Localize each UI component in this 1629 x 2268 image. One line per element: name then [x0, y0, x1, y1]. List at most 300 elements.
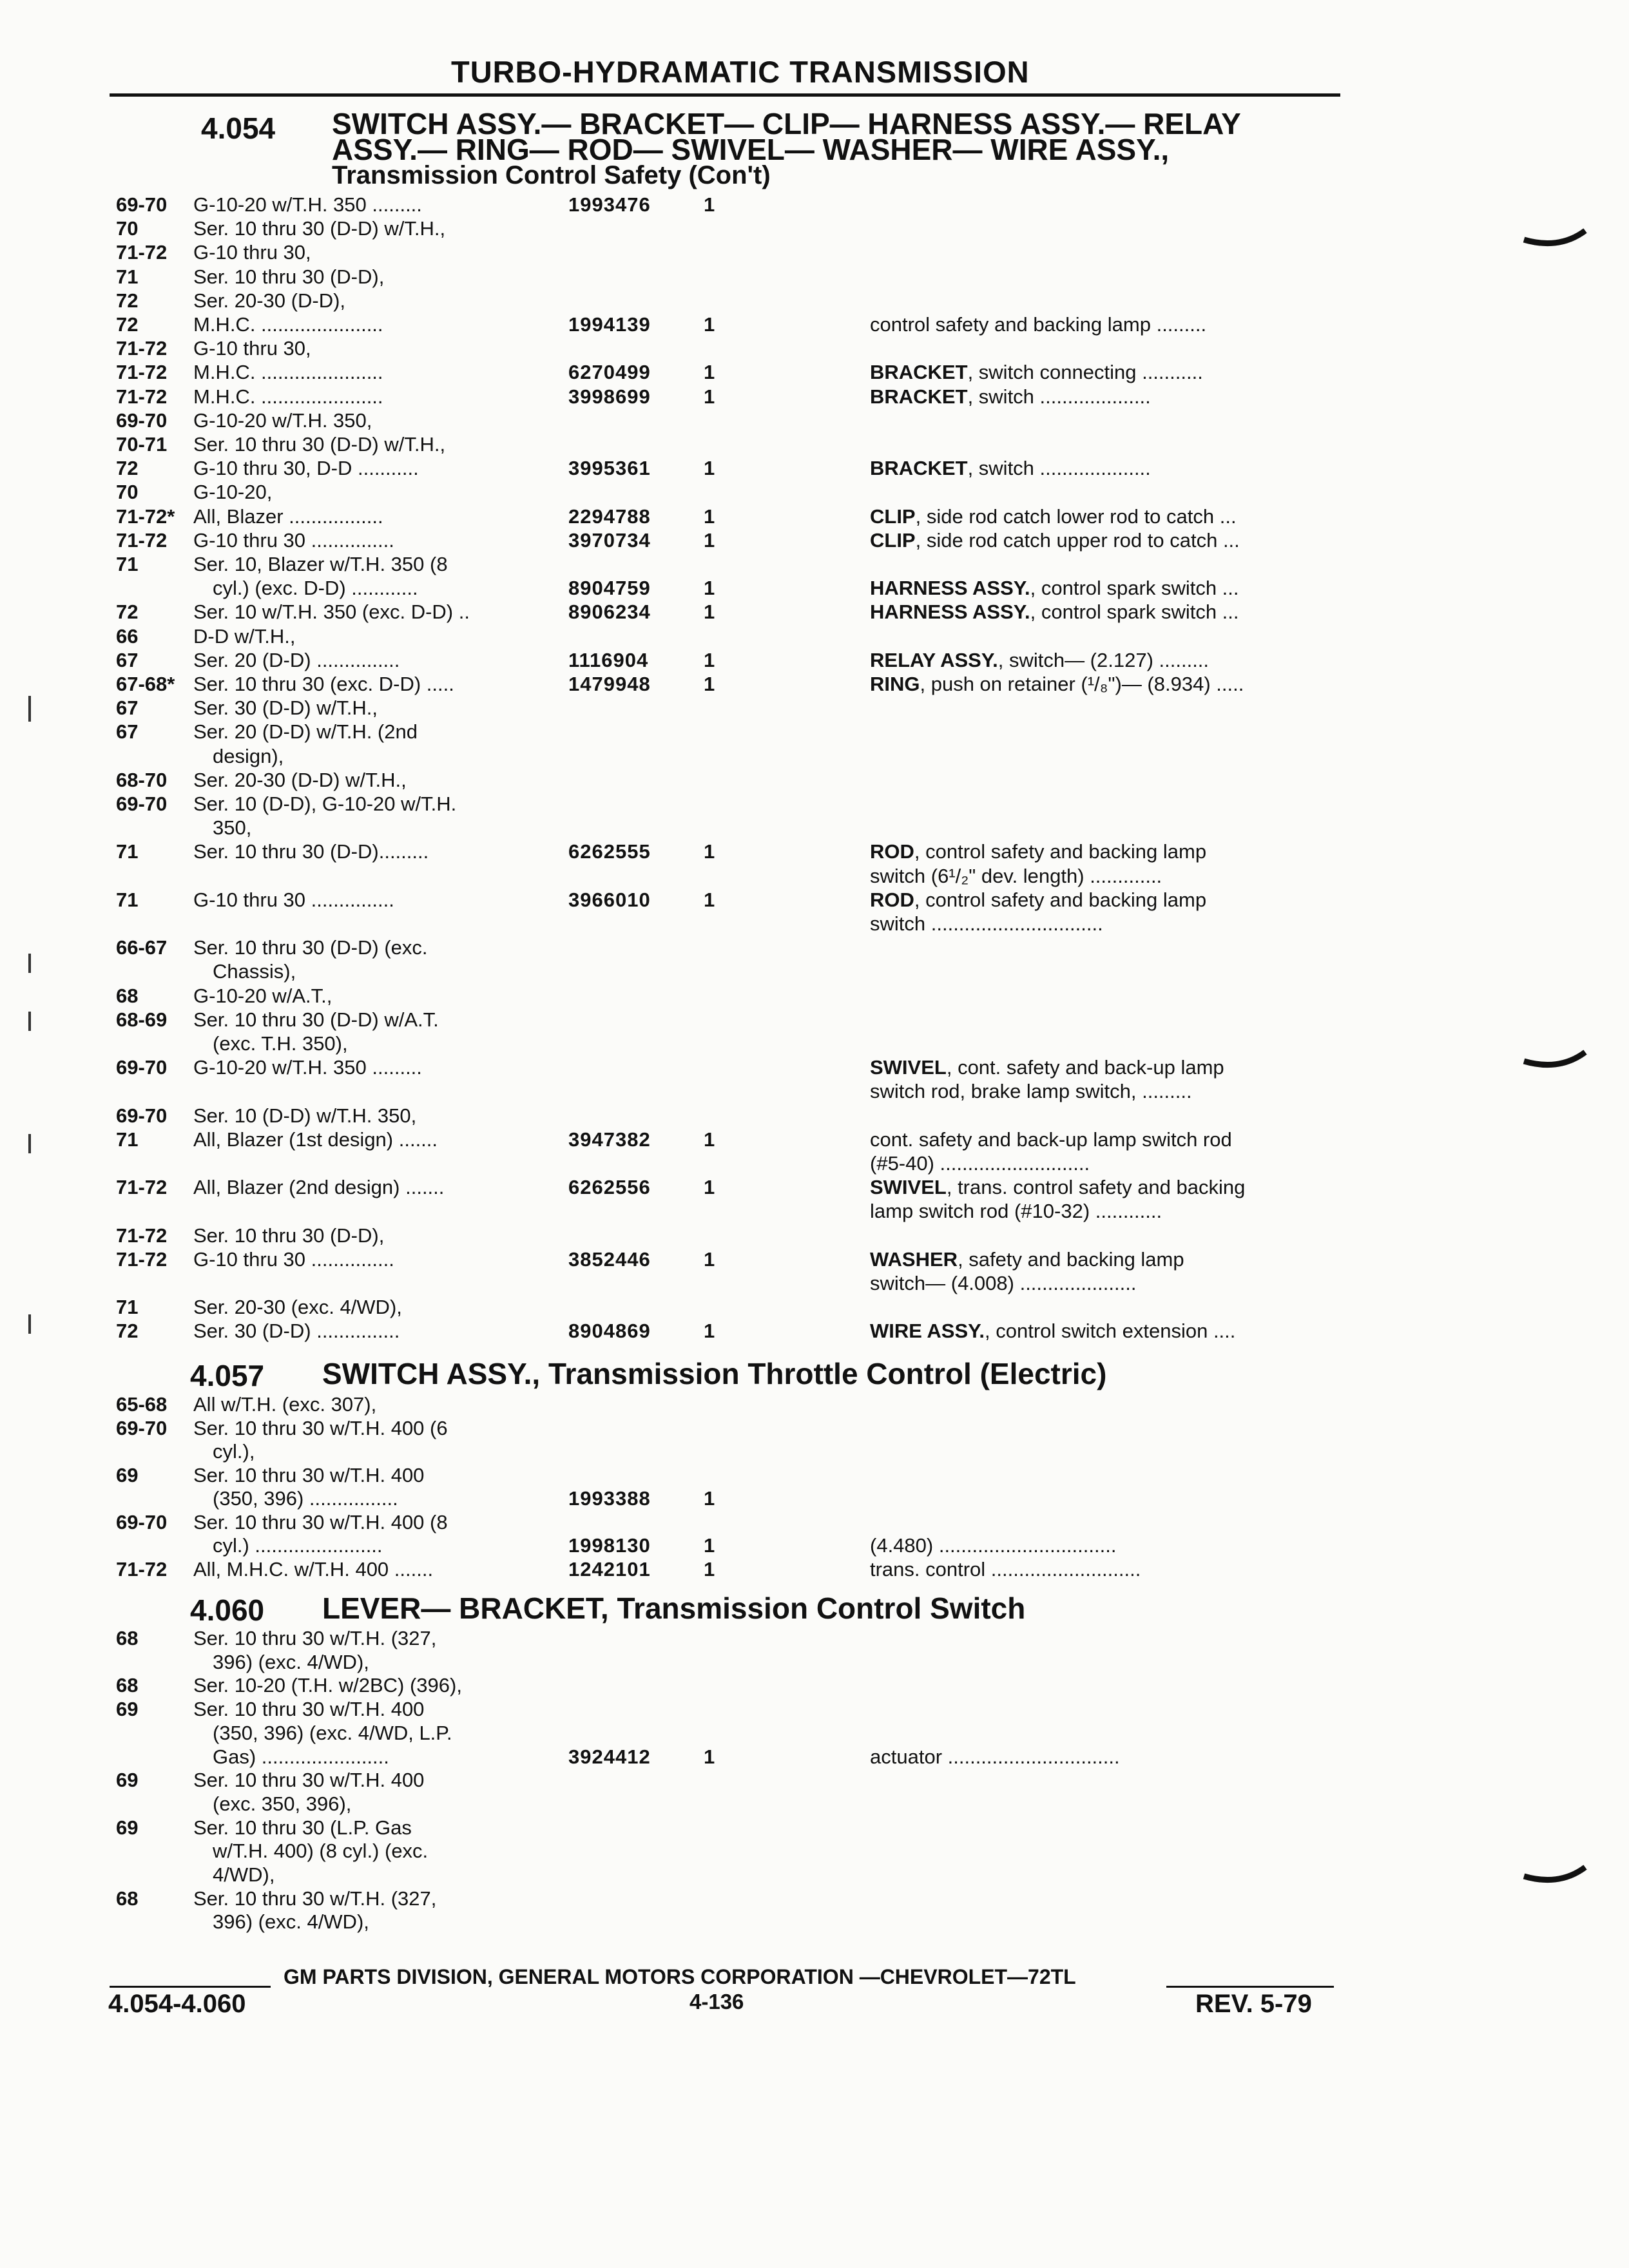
- model-year: 67-68*: [116, 673, 175, 695]
- description: [870, 840, 1206, 863]
- model-year: 67: [116, 720, 139, 744]
- part-number: 3995361: [568, 457, 651, 480]
- application-continued: design),: [213, 744, 284, 767]
- table-row: [0, 936, 1629, 959]
- model-year: 69-70: [116, 1416, 168, 1439]
- part-number: 2294788: [568, 505, 651, 528]
- table-row: [0, 1910, 1629, 1934]
- application: G-10-20 w/T.H. 350 .........: [193, 1056, 422, 1079]
- application: Ser. 10 w/T.H. 350 (exc. D-D) ..: [193, 601, 470, 624]
- application: Ser. 10 (D-D) w/T.H. 350,: [193, 1104, 417, 1127]
- description: [870, 1128, 1232, 1151]
- application: Ser. 10 thru 30 (D-D) (exc.: [193, 936, 428, 959]
- description-text: switch ...............................: [870, 912, 1103, 935]
- model-year: 69-70: [116, 1510, 168, 1533]
- model-year: 71: [116, 888, 139, 911]
- table-row: [0, 1769, 1629, 1792]
- application: All w/T.H. (exc. 307),: [193, 1393, 377, 1416]
- model-year: 69: [116, 1463, 139, 1486]
- quantity: 1: [704, 840, 715, 863]
- description-text: lamp switch rod (#10-32) ............: [870, 1200, 1162, 1223]
- description: [870, 601, 1239, 624]
- description: [870, 457, 1151, 480]
- margin-mark: [28, 696, 31, 722]
- application: All, Blazer (1st design) .......: [193, 1128, 438, 1151]
- application: Ser. 30 (D-D) ...............: [193, 1320, 400, 1343]
- table-row: [0, 625, 1629, 648]
- description-part-name: CLIP: [870, 528, 916, 552]
- table-row: [0, 1248, 1629, 1271]
- model-year: 71-72: [116, 361, 168, 384]
- model-year: 70: [116, 217, 139, 240]
- description: [870, 673, 1244, 696]
- quantity: 1: [704, 1534, 715, 1557]
- description-text: , side rod catch lower rod to catch ...: [915, 505, 1237, 528]
- part-number: 3970734: [568, 528, 651, 552]
- table-row: [0, 1272, 1629, 1295]
- description-part-name: CLIP: [870, 505, 916, 528]
- table-row: [0, 385, 1629, 408]
- description-text: control safety and backing lamp .........: [870, 313, 1207, 336]
- description: [870, 1080, 1192, 1103]
- punch-hole-mark: [1521, 1856, 1592, 1894]
- part-number: 3966010: [568, 888, 651, 911]
- application-continued: (exc. 350, 396),: [213, 1792, 352, 1815]
- description: [870, 1558, 1141, 1581]
- table-row: [0, 481, 1629, 504]
- application: Ser. 10 thru 30 (D-D).........: [193, 840, 429, 863]
- table-row: [0, 1674, 1629, 1697]
- application: D-D w/T.H.,: [193, 624, 296, 648]
- part-number: 1116904: [568, 648, 649, 671]
- model-year: 71-72: [116, 528, 168, 552]
- table-row: [0, 889, 1629, 912]
- part-number: 8904759: [568, 577, 651, 600]
- footer-rule-left: [110, 1986, 271, 1988]
- application: G-10-20 w/T.H. 350,: [193, 408, 372, 432]
- table-row: [0, 720, 1629, 744]
- model-year: 69: [116, 1698, 139, 1721]
- model-year: 69-70: [116, 193, 168, 216]
- application-continued: (exc. T.H. 350),: [213, 1032, 348, 1055]
- quantity: 1: [704, 528, 715, 552]
- application: Ser. 10 thru 30 (L.P. Gas: [193, 1816, 412, 1839]
- description-part-name: WASHER: [870, 1247, 958, 1271]
- quantity: 1: [704, 888, 715, 911]
- table-row: [0, 1840, 1629, 1863]
- table-row: [0, 265, 1629, 289]
- model-year: 69-70: [116, 1056, 168, 1079]
- section-title-line: Transmission Control Safety (Con't): [332, 161, 771, 189]
- table-row: [0, 1032, 1629, 1055]
- application: Ser. 30 (D-D) w/T.H.,: [193, 697, 378, 720]
- table-row: [0, 673, 1629, 696]
- model-year: 68-69: [116, 1008, 168, 1031]
- description-text: , switch ....................: [967, 457, 1151, 480]
- model-year: 72: [116, 457, 139, 480]
- model-year: 69-70: [116, 793, 168, 815]
- margin-mark: [28, 1314, 31, 1334]
- table-row: [0, 985, 1629, 1008]
- table-row: [0, 457, 1629, 480]
- description-part-name: HARNESS ASSY.: [870, 577, 1030, 600]
- application-continued: 396) (exc. 4/WD),: [213, 1910, 369, 1934]
- application: Ser. 20-30 (D-D),: [193, 289, 346, 312]
- model-year: 71-72*: [116, 505, 175, 528]
- description: [870, 1056, 1224, 1079]
- description: [870, 1320, 1235, 1343]
- description: [870, 1152, 1090, 1175]
- model-year: 71: [116, 553, 139, 575]
- description: [870, 529, 1240, 552]
- description-text: cont. safety and back-up lamp switch rod: [870, 1128, 1232, 1151]
- table-row: [0, 1296, 1629, 1319]
- application: Ser. 10 thru 30 (D-D) w/T.H.,: [193, 433, 446, 456]
- header-rule: [110, 93, 1340, 97]
- part-number: 6270499: [568, 361, 651, 384]
- description-text: switch rod, brake lamp switch, .........: [870, 1080, 1192, 1103]
- description-text: switch (6¹/₂" dev. length) .............: [870, 864, 1162, 887]
- description: [870, 912, 1103, 936]
- quantity: 1: [704, 1128, 715, 1151]
- model-year: 67: [116, 697, 139, 720]
- description: [870, 577, 1239, 600]
- table-row: [0, 1887, 1629, 1910]
- punch-hole-mark: [1521, 1041, 1592, 1079]
- application: G-10-20 w/T.H. 350 .........: [193, 193, 422, 216]
- application-continued: cyl.) .......................: [213, 1534, 383, 1557]
- description-text: , trans. control safety and backing: [946, 1176, 1246, 1199]
- model-year: 68: [116, 1674, 139, 1697]
- page-header-title: TURBO-HYDRAMATIC TRANSMISSION: [451, 55, 1030, 89]
- quantity: 1: [704, 1176, 715, 1199]
- application: M.H.C. ......................: [193, 361, 383, 384]
- section-title: SWITCH ASSY., Transmission Throttle Control (Electric): [322, 1357, 1107, 1390]
- model-year: 71-72: [116, 385, 168, 408]
- model-year: 69: [116, 1816, 139, 1839]
- model-year: 71: [116, 840, 139, 863]
- description-part-name: ROD: [870, 840, 914, 863]
- section-title: LEVER— BRACKET, Transmission Control Switch: [322, 1591, 1026, 1625]
- description-text: , control switch extension ....: [985, 1320, 1236, 1343]
- section-number: 4.054: [201, 111, 276, 145]
- model-year: 66: [116, 624, 139, 648]
- table-row: [0, 1816, 1629, 1840]
- table-row: [0, 912, 1629, 936]
- table-row: [0, 601, 1629, 624]
- description-part-name: SWIVEL: [870, 1176, 947, 1199]
- margin-mark: [28, 1012, 31, 1031]
- description-text: , control safety and backing lamp: [914, 840, 1207, 863]
- description-text: , switch connecting ...........: [967, 361, 1203, 384]
- description: [870, 1176, 1245, 1199]
- part-number: 6262556: [568, 1176, 651, 1199]
- application: Ser. 10 thru 30 w/T.H. 400 (8: [193, 1510, 448, 1533]
- model-year: 71-72: [116, 337, 168, 360]
- application: Ser. 10 thru 30 w/T.H. 400: [193, 1463, 425, 1486]
- table-row: [0, 1722, 1629, 1745]
- description-part-name: RING: [870, 673, 920, 695]
- model-year: 71-72: [116, 1247, 168, 1271]
- model-year: 72: [116, 1320, 139, 1343]
- application-continued: cyl.),: [213, 1440, 255, 1463]
- application: Ser. 10, Blazer w/T.H. 350 (8: [193, 553, 448, 575]
- description: [870, 1272, 1136, 1295]
- application: Ser. 10 thru 30 (D-D),: [193, 1224, 385, 1247]
- description-text: , switch— (2.127) .........: [998, 648, 1210, 671]
- application: Ser. 20-30 (D-D) w/T.H.,: [193, 768, 407, 791]
- table-row: [0, 697, 1629, 720]
- part-number: 1242101: [568, 1557, 651, 1581]
- application: Ser. 10 (D-D), G-10-20 w/T.H.: [193, 793, 457, 815]
- model-year: 68: [116, 1627, 139, 1649]
- application: M.H.C. ......................: [193, 313, 383, 336]
- table-row: [0, 337, 1629, 360]
- table-row: [0, 1056, 1629, 1079]
- application: M.H.C. ......................: [193, 385, 383, 408]
- part-number: 8906234: [568, 601, 651, 624]
- table-row: [0, 1128, 1629, 1151]
- table-row: [0, 1745, 1629, 1769]
- table-row: [0, 193, 1629, 216]
- table-row: [0, 1393, 1629, 1416]
- part-number: 3852446: [568, 1247, 651, 1271]
- table-row: [0, 865, 1629, 888]
- quantity: 1: [704, 505, 715, 528]
- description-text: (#5-40) ...........................: [870, 1152, 1090, 1175]
- table-row: [0, 1627, 1629, 1650]
- table-row: [0, 793, 1629, 816]
- application: G-10 thru 30, D-D ...........: [193, 457, 419, 480]
- description: [870, 505, 1237, 528]
- model-year: 72: [116, 289, 139, 312]
- model-year: 67: [116, 648, 139, 671]
- quantity: 1: [704, 193, 715, 216]
- description-part-name: BRACKET: [870, 457, 968, 480]
- model-year: 71-72: [116, 1176, 168, 1199]
- description: [870, 865, 1162, 888]
- margin-mark: [28, 1134, 31, 1153]
- model-year: 71-72: [116, 1557, 168, 1581]
- application: Ser. 20-30 (exc. 4/WD),: [193, 1296, 402, 1319]
- part-number: 6262555: [568, 840, 651, 863]
- application: Ser. 10 thru 30 w/T.H. (327,: [193, 1887, 437, 1910]
- description-text: , switch ....................: [967, 385, 1151, 408]
- table-row: [0, 1863, 1629, 1887]
- table-row: [0, 1200, 1629, 1223]
- footer-revision: REV. 5-79: [1195, 1990, 1312, 2018]
- description: [870, 1200, 1162, 1223]
- description: [870, 313, 1206, 336]
- model-year: 71: [116, 265, 139, 288]
- description: [870, 649, 1209, 672]
- quantity: 1: [704, 361, 715, 384]
- description-text: switch— (4.008) .....................: [870, 1272, 1137, 1294]
- application-continued: Gas) .......................: [213, 1745, 389, 1768]
- quantity: 1: [704, 313, 715, 336]
- part-number: 1479948: [568, 673, 651, 695]
- model-year: 68: [116, 1887, 139, 1910]
- table-row: [0, 505, 1629, 528]
- application: Ser. 20 (D-D) w/T.H. (2nd: [193, 720, 418, 744]
- quantity: 1: [704, 577, 715, 600]
- table-row: [0, 840, 1629, 863]
- table-row: [0, 1176, 1629, 1199]
- description-text: , side rod catch upper rod to catch ...: [915, 528, 1240, 552]
- table-row: [0, 1698, 1629, 1721]
- quantity: 1: [704, 457, 715, 480]
- application-continued: (350, 396) ................: [213, 1487, 398, 1510]
- table-row: [0, 1008, 1629, 1032]
- model-year: 71-72: [116, 241, 168, 264]
- application-continued: (350, 396) (exc. 4/WD, L.P.: [213, 1721, 452, 1744]
- table-row: [0, 361, 1629, 384]
- application: G-10 thru 30 ...............: [193, 528, 394, 552]
- table-row: [0, 241, 1629, 264]
- table-row: [0, 1224, 1629, 1247]
- table-row: [0, 745, 1629, 768]
- application: Ser. 10 thru 30 (D-D),: [193, 265, 385, 288]
- table-row: [0, 1792, 1629, 1816]
- description-part-name: SWIVEL: [870, 1056, 947, 1079]
- section-title-line: SWITCH ASSY.— BRACKET— CLIP— HARNESS ASSY.— RELAY: [332, 107, 1241, 140]
- application: Ser. 10 thru 30 w/T.H. 400 (6: [193, 1416, 448, 1439]
- part-number: 1993476: [568, 193, 651, 216]
- model-year: 66-67: [116, 936, 168, 959]
- application: Ser. 10 thru 30 w/T.H. (327,: [193, 1627, 437, 1649]
- description-part-name: ROD: [870, 888, 914, 911]
- table-row: [0, 553, 1629, 576]
- application-continued: 396) (exc. 4/WD),: [213, 1650, 369, 1673]
- application: Ser. 10 thru 30 (exc. D-D) .....: [193, 673, 454, 695]
- application: G-10-20,: [193, 481, 273, 504]
- table-row: [0, 1651, 1629, 1674]
- quantity: 1: [704, 1247, 715, 1271]
- table-row: [0, 1152, 1629, 1175]
- application: Ser. 10 thru 30 w/T.H. 400: [193, 1769, 425, 1792]
- table-row: [0, 1320, 1629, 1343]
- quantity: 1: [704, 1557, 715, 1581]
- model-year: 71: [116, 1128, 139, 1151]
- table-row: [0, 816, 1629, 840]
- table-row: [0, 1487, 1629, 1510]
- table-row: [0, 1511, 1629, 1534]
- description: [870, 1534, 1116, 1557]
- description-text: , cont. safety and back-up lamp: [946, 1056, 1224, 1079]
- quantity: 1: [704, 601, 715, 624]
- application: Ser. 10 thru 30 (D-D) w/A.T.: [193, 1008, 439, 1031]
- description: [870, 1248, 1184, 1271]
- description-text: , control spark switch ...: [1030, 601, 1239, 624]
- application: All, Blazer .................: [193, 505, 383, 528]
- section-title: [332, 107, 1241, 189]
- quantity: 1: [704, 1487, 715, 1510]
- table-row: [0, 313, 1629, 336]
- description: [870, 361, 1203, 384]
- application: All, M.H.C. w/T.H. 400 .......: [193, 1557, 434, 1581]
- part-number: 8904869: [568, 1320, 651, 1343]
- description-part-name: RELAY ASSY.: [870, 648, 998, 671]
- table-row: [0, 1104, 1629, 1128]
- footer-page-number: 4-136: [689, 1990, 744, 2013]
- description-text: , control spark switch ...: [1030, 577, 1239, 600]
- table-row: [0, 529, 1629, 552]
- application: All, Blazer (2nd design) .......: [193, 1176, 445, 1199]
- model-year: 71: [116, 1296, 139, 1319]
- table-row: [0, 1080, 1629, 1103]
- description-part-name: HARNESS ASSY.: [870, 601, 1030, 624]
- margin-mark: [28, 954, 31, 973]
- table-row: [0, 960, 1629, 983]
- table-row: [0, 769, 1629, 792]
- description-text: , safety and backing lamp: [958, 1247, 1184, 1271]
- description-text: (4.480) ................................: [870, 1534, 1117, 1557]
- application: Ser. 10 thru 30 w/T.H. 400: [193, 1698, 425, 1721]
- application: G-10 thru 30,: [193, 337, 311, 360]
- model-year: 72: [116, 601, 139, 624]
- description: [870, 889, 1206, 912]
- model-year: 70: [116, 481, 139, 504]
- quantity: 1: [704, 673, 715, 695]
- application-continued: cyl.) (exc. D-D) ............: [213, 577, 418, 600]
- model-year: 69-70: [116, 408, 168, 432]
- model-year: 72: [116, 313, 139, 336]
- table-row: [0, 1558, 1629, 1581]
- application: G-10 thru 30,: [193, 241, 311, 264]
- application: Ser. 20 (D-D) ...............: [193, 648, 400, 671]
- section-number: 4.057: [190, 1359, 265, 1392]
- model-year: 71-72: [116, 1224, 168, 1247]
- description: [870, 1745, 1120, 1769]
- model-year: 68-70: [116, 768, 168, 791]
- description-part-name: BRACKET: [870, 361, 968, 384]
- table-row: [0, 1534, 1629, 1557]
- model-year: 69-70: [116, 1104, 168, 1127]
- table-row: [0, 409, 1629, 432]
- quantity: 1: [704, 648, 715, 671]
- quantity: 1: [704, 1745, 715, 1768]
- part-number: 3947382: [568, 1128, 651, 1151]
- table-row: [0, 217, 1629, 240]
- model-year: 68: [116, 984, 139, 1007]
- model-year: 65-68: [116, 1393, 168, 1416]
- application: G-10-20 w/A.T.,: [193, 984, 333, 1007]
- table-row: [0, 1417, 1629, 1440]
- table-row: [0, 433, 1629, 456]
- description-text: , control safety and backing lamp: [914, 888, 1207, 911]
- footer-division: GM PARTS DIVISION, GENERAL MOTORS CORPORATION —CHEVROLET—72TL: [284, 1965, 1076, 1988]
- description-part-name: BRACKET: [870, 385, 968, 408]
- description-text: trans. control ...........................: [870, 1557, 1141, 1581]
- section-number: 4.060: [190, 1593, 265, 1627]
- quantity: 1: [704, 385, 715, 408]
- quantity: 1: [704, 1320, 715, 1343]
- model-year: 69: [116, 1769, 139, 1792]
- table-row: [0, 289, 1629, 312]
- application-continued: Chassis),: [213, 960, 296, 983]
- application: Ser. 10 thru 30 (D-D) w/T.H.,: [193, 217, 446, 240]
- model-year: 70-71: [116, 433, 168, 456]
- application-continued: 350,: [213, 816, 252, 840]
- description: [870, 385, 1151, 408]
- description-text: , push on retainer (¹/₈")— (8.934) .....: [920, 673, 1244, 695]
- table-row: [0, 1440, 1629, 1463]
- table-row: [0, 1464, 1629, 1487]
- part-number: 1994139: [568, 313, 651, 336]
- application: G-10 thru 30 ...............: [193, 1247, 394, 1271]
- application: G-10 thru 30 ...............: [193, 888, 394, 911]
- description-part-name: WIRE ASSY.: [870, 1320, 985, 1343]
